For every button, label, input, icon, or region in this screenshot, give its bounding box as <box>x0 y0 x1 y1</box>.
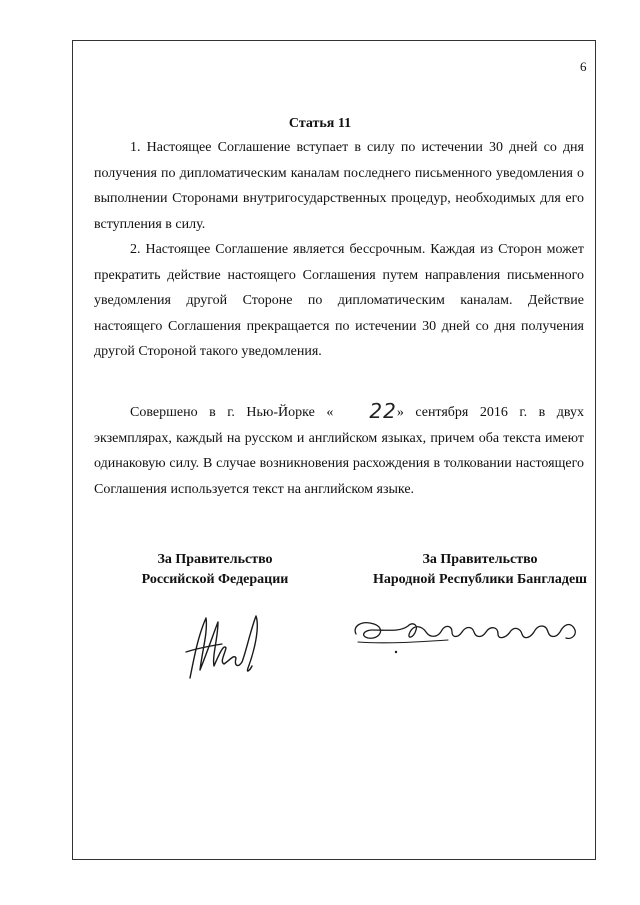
article-heading: Статья 11 <box>288 116 352 131</box>
signatory-bangladesh-line2: Народной Республики Бангладеш <box>373 572 587 587</box>
paragraph-entry-into-force: 1. Настоящее Соглашение вступает в силу по истечении 30 дней со дня получения по дипломатическим каналам последнего письменного уведомления о выполнении Сторонами внутригосударственных процедур, необходимых для его вступления в силу. <box>94 140 584 232</box>
signature-bangladesh <box>348 612 588 662</box>
signatory-russia-line2: Российской Федерации <box>141 572 289 587</box>
paragraph-done-at <box>94 397 584 502</box>
signatory-bangladesh <box>350 550 610 590</box>
done-at-rest: » сентября 2016 г. в двух экземплярах, каждый на русском и английском языках, причем оба текста имеют одинаковую силу. В случае возникновения расхождения в толковании настоящего Соглашения используется текст на английском языке. <box>94 405 585 497</box>
signatory-bangladesh-line1: За Правительство <box>422 552 538 567</box>
signatory-russia-line1: За Правительство <box>157 552 273 567</box>
signatory-russia <box>120 550 310 590</box>
done-at-prefix: Совершено в г. Нью-Йорке « <box>130 405 334 420</box>
page-number: 6 <box>580 59 587 74</box>
paragraph-termination: 2. Настоящее Соглашение является бессрочным. Каждая из Сторон может прекратить действие настоящего Соглашения путем направления письменного уведомления другой Стороне по дипломатическим каналам. Действие настоящего Соглашения прекращается по истечении 30 дней со дня получения другой Стороной такого уведомления. <box>94 242 584 360</box>
handwritten-day: 22 <box>369 399 397 423</box>
signature-russia <box>178 608 268 688</box>
